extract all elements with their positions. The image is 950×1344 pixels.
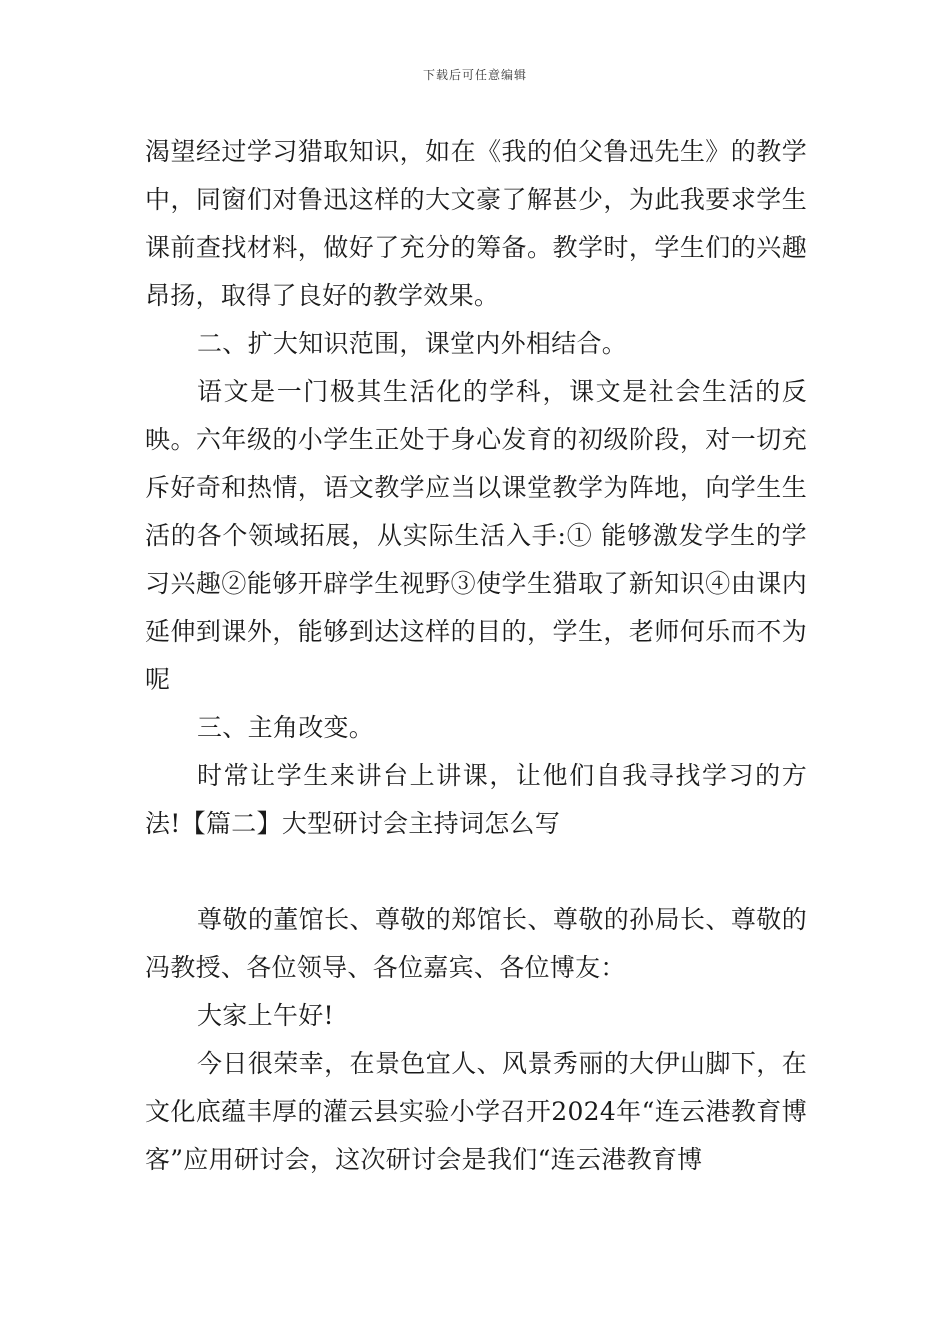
- page-header: 下载后可任意编辑: [422, 68, 527, 82]
- paragraph: 今日很荣幸，在景色宜人、风景秀丽的大伊山脚下，在文化底蕴丰厚的灌云县实验小学召开2024年“连云港教育博客”应用研讨会，这次研讨会是我们“连云港教育博: [145, 1049, 807, 1174]
- section-heading-2: 二、扩大知识范围，课堂内外相结合。: [197, 329, 628, 358]
- salutation: 尊敬的董馆长、尊敬的郑馆长、尊敬的孙局长、尊敬的冯教授、各位领导、各位嘉宾、各位博友：: [145, 905, 807, 982]
- section-heading-3: 三、主角改变。: [197, 713, 375, 742]
- blank-line: [145, 848, 807, 896]
- document-body: [145, 128, 807, 1184]
- paragraph: 时常让学生来讲台上讲课，让他们自我寻找学习的方法!【篇二】大型研讨会主持词怎么写: [145, 761, 807, 838]
- paragraph: 语文是一门极其生活化的学科，课文是社会生活的反映。六年级的小学生正处于身心发育的初级阶段，对一切充斥好奇和热情，语文教学应当以课堂教学为阵地，向学生生活的各个领域拓展，从实际生活入手:① 能够激发学生的学习兴趣②能够开辟学生视野③使学生猎取了新知识④由课内延伸到课外，能够到达这样的目的，学生，老师何乐而不为呢: [145, 377, 807, 694]
- greeting: 大家上午好!: [197, 1001, 334, 1030]
- paragraph-continuation: 渴望经过学习猎取知识，如在《我的伯父鲁迅先生》的教学中，同窗们对鲁迅这样的大文豪了解甚少，为此我要求学生课前查找材料，做好了充分的筹备。教学时，学生们的兴趣昂扬，取得了良好的教学效果。: [145, 137, 807, 310]
